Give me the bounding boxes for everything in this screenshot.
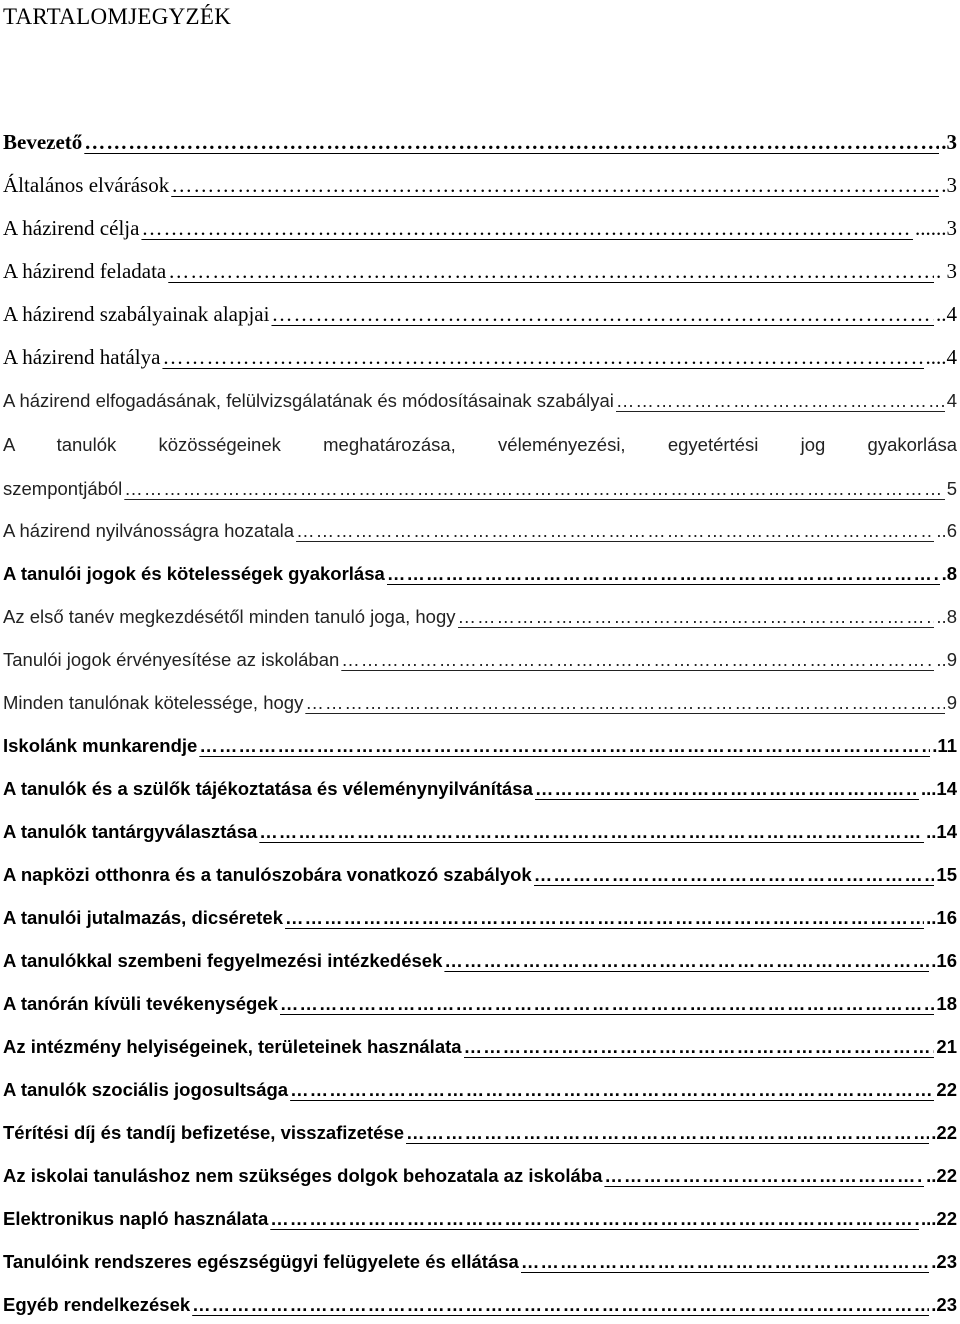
toc-entry [3,259,957,287]
toc-entry-page: 5 [946,478,957,499]
toc-entry [3,1079,957,1107]
toc-entry [3,692,957,720]
toc-leader [171,173,939,198]
toc-leader [259,821,924,843]
toc-entry [3,778,957,806]
toc-entry [3,173,957,201]
toc-entry [3,478,957,506]
toc-entry [3,1208,957,1236]
toc-entry-label: A házirend célja [3,216,140,240]
toc-entry [3,216,957,244]
toc-entry [3,302,957,330]
toc-leader [521,1251,929,1273]
toc-entry-label: A házirend hatálya [3,345,161,369]
toc-entry-label: Tanulói jogok érvényesítése az iskolában [3,649,340,670]
toc-leader [305,692,944,714]
toc-entry [3,1036,957,1064]
toc-leader [464,1036,935,1058]
toc-entry [3,950,957,978]
toc-entry [3,1122,957,1150]
toc-entry [3,434,957,462]
toc-leader [604,1165,924,1187]
toc-entry [3,821,957,849]
toc-entry-page: 4 [946,390,957,411]
toc-entry-page: 15 [936,864,957,885]
toc-leader [458,606,935,628]
toc-leader [285,907,924,929]
toc-entry-label: A napközi otthonra és a tanulószobára vonatkozó szabályok [3,864,532,885]
toc-entry-page: ..9 [936,649,957,670]
toc-leader [124,478,944,500]
toc-entry [3,563,957,591]
toc-entry-label: Elektronikus napló használata [3,1208,269,1229]
toc-entry-label: A tanulói jogok és kötelességek gyakorlása [3,563,385,584]
toc-leader [271,302,934,327]
toc-entry-page: .23 [931,1251,957,1272]
toc-entry-page: ...22 [921,1208,957,1229]
toc-entry [3,907,957,935]
toc-entry-label: Bevezető [3,130,83,154]
toc-entry-label: A tanulók szociális jogosultsága [3,1079,289,1100]
toc-entry [3,390,957,418]
toc-entry [3,606,957,634]
toc-leader [387,563,940,585]
toc-entry-label: Az első tanév megkezdésétől minden tanuló joga, hogy [3,606,456,627]
toc-entry-page: 18 [936,993,957,1014]
toc-leader [270,1208,919,1230]
toc-entry-page: . 3 [936,259,957,283]
toc-entry [3,1165,957,1193]
toc-entry-page: ..6 [936,520,957,541]
toc-leader [141,216,913,241]
toc-entry-page: .11 [932,735,957,756]
toc-entry-page: 9 [946,692,957,713]
toc-entry [3,864,957,892]
toc-entry-label: A tanórán kívüli tevékenységek [3,993,278,1014]
toc-entry-label: A házirend nyilvánosságra hozatala [3,520,295,541]
toc-entry-label: Iskolánk munkarendje [3,735,198,756]
toc-leader [406,1122,929,1144]
toc-entry [3,520,957,548]
toc-entry-page: 21 [936,1036,957,1057]
toc-entry [3,735,957,763]
toc-entry-label: A tanulók és a szülők tájékoztatása és véleménynyilvánítása [3,778,533,799]
toc-entry-label: A házirend elfogadásának, felülvizsgálatának és módosításainak szabályai [3,390,614,411]
toc-entry-label: A tanulók közösségeinek meghatározása, véleményezési, egyetértési jog gyakorlása [3,434,957,455]
toc-leader [535,778,919,800]
toc-entry-page: ......3 [915,216,957,240]
toc-entry-page: 22 [936,1079,957,1100]
toc-entry [3,345,957,373]
toc-entry-label: Egyéb rendelkezések [3,1294,191,1315]
toc-leader [168,259,934,284]
toc-entry [3,1251,957,1279]
toc-entry [3,649,957,677]
toc-leader [280,993,935,1015]
toc-entry-page: ..4 [936,302,957,326]
toc-entry-label: Az iskolai tanuláshoz nem szükséges dolgok behozatala az iskolába [3,1165,603,1186]
toc-entry-label: A tanulói jutalmazás, dicséretek [3,907,283,928]
toc-entry [3,130,957,158]
toc-entry-page: ..22 [926,1165,957,1186]
toc-leader [162,345,923,370]
toc-entry-page: ..16 [926,907,957,928]
toc-leader [199,735,930,757]
toc-entry [3,1294,957,1322]
toc-leader [444,950,929,972]
toc-leader [296,520,934,542]
toc-entry-page: .16 [931,950,957,971]
toc-entry-label: A házirend szabályainak alapjai [3,302,270,326]
toc-entry-label: A házirend feladata [3,259,167,283]
toc-entry-label: Tanulóink rendszeres egészségügyi felügyelete és ellátása [3,1251,519,1272]
toc-entry-label: szempontjából [3,478,123,499]
toc-entry-page: ..14 [926,821,957,842]
toc-leader [616,390,945,412]
toc-entry-label: A tanulók tantárgyválasztása [3,821,258,842]
toc-leader [84,130,939,155]
toc-entry-label: Általános elvárások [3,173,170,197]
toc-entry-page: .8 [941,563,957,584]
toc-entry-label: A tanulókkal szembeni fegyelmezési intézkedések [3,950,443,971]
toc-leader [290,1079,934,1101]
toc-entry-page: .23 [931,1294,957,1315]
toc-entry-label: Az intézmény helyiségeinek, területeinek használata [3,1036,462,1057]
toc-leader [192,1294,929,1316]
toc-entry-page: ...14 [921,778,957,799]
toc-leader [534,864,935,886]
toc-entry-page: ....4 [925,345,957,369]
toc-leader [341,649,934,671]
toc-entry-label: Minden tanulónak kötelessége, hogy [3,692,304,713]
toc-entry-page: ..8 [936,606,957,627]
toc-entry-label: Térítési díj és tandíj befizetése, visszafizetése [3,1122,405,1143]
toc-entry-page: .22 [931,1122,957,1143]
toc-entry-page: .3 [941,173,957,197]
toc-entry-page: .3 [941,130,957,154]
page-title: TARTALOMJEGYZÉK [3,4,232,29]
toc-entry [3,993,957,1021]
